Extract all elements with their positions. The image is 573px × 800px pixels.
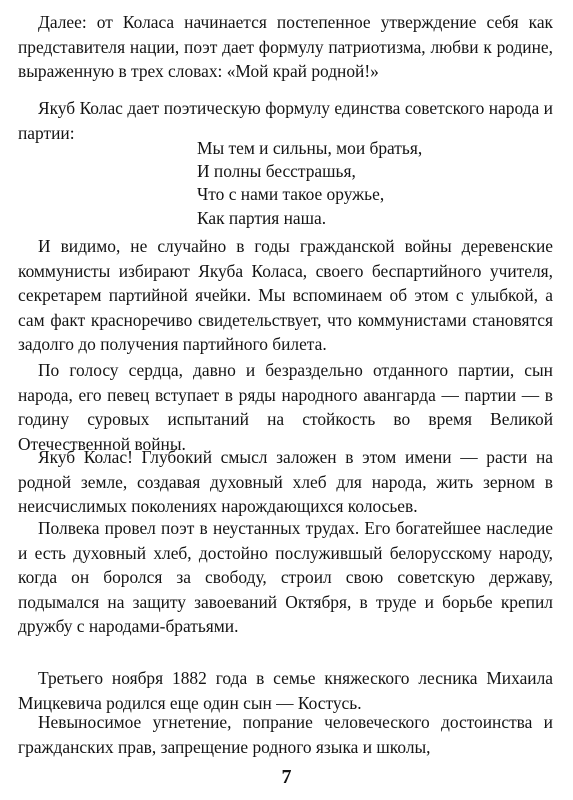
- paragraph-unity-formula: Якуб Колас дает поэтическую формулу единства советского народа и партии:: [18, 98, 553, 143]
- paragraph-legacy: Полвека провел поэт в неустанных трудах. Его богатейшее наследие и есть духовный хлеб, достойно послужившый белорусскому народу, когда он боролся за свободу, строил свою советскую державу, подымался на защиту завоеваний Октября, в труде и борьбе крепил дружбу с народами-братьями.: [18, 518, 553, 637]
- poem-line: И полны бесстрашья,: [197, 161, 356, 182]
- paragraph-oppression: Невыносимое угнетение, попрание человеческого достоинства и гражданских прав, запрещение родного языка и школы,: [18, 712, 553, 757]
- page-number: 7: [281, 766, 292, 788]
- paragraph-party-cell: И видимо, не случайно в годы гражданской войны деревенские коммунисты избирают Якуба Коласа, своего беспартийного учителя, секретарем партийной ячейки. Мы вспоминаем об этом с улыбкой, а сам факт красноречиво свидетельствует, что коммунистами становятся задолго до получения партийного билета.: [18, 236, 553, 355]
- poem-quote: [197, 137, 422, 230]
- paragraph-name-meaning: Якуб Колас! Глубокий смысл заложен в этом имени — расти на родной земле, создавая духовный хлеб для народа, жить зерном в неисчислимых поколениях нарождающихся колосьев.: [18, 447, 553, 517]
- paragraph-patriotism-formula: Далее: от Коласа начинается постепенное утверждение себя как представителя нации, поэт дает формулу патриотизма, любви к родине, выраженную в трех словах: «Мой край родной!»: [18, 12, 553, 82]
- poem-line: Как партия наша.: [197, 207, 327, 228]
- poem-line: Что с нами такое оружье,: [197, 184, 385, 205]
- paragraph-joins-party: По голосу сердца, давно и безраздельно отданного партии, сын народа, его певец вступает в ряды народного авангарда — партии — в годину суровых испытаний на стойкость во время Великой Отечественной войны.: [18, 360, 553, 454]
- poem-line: Мы тем и сильны, мои братья,: [197, 138, 423, 158]
- paragraph-birth: Третьего ноября 1882 года в семье княжеского лесника Михаила Мицкевича родился еще один сын — Костусь.: [18, 668, 553, 713]
